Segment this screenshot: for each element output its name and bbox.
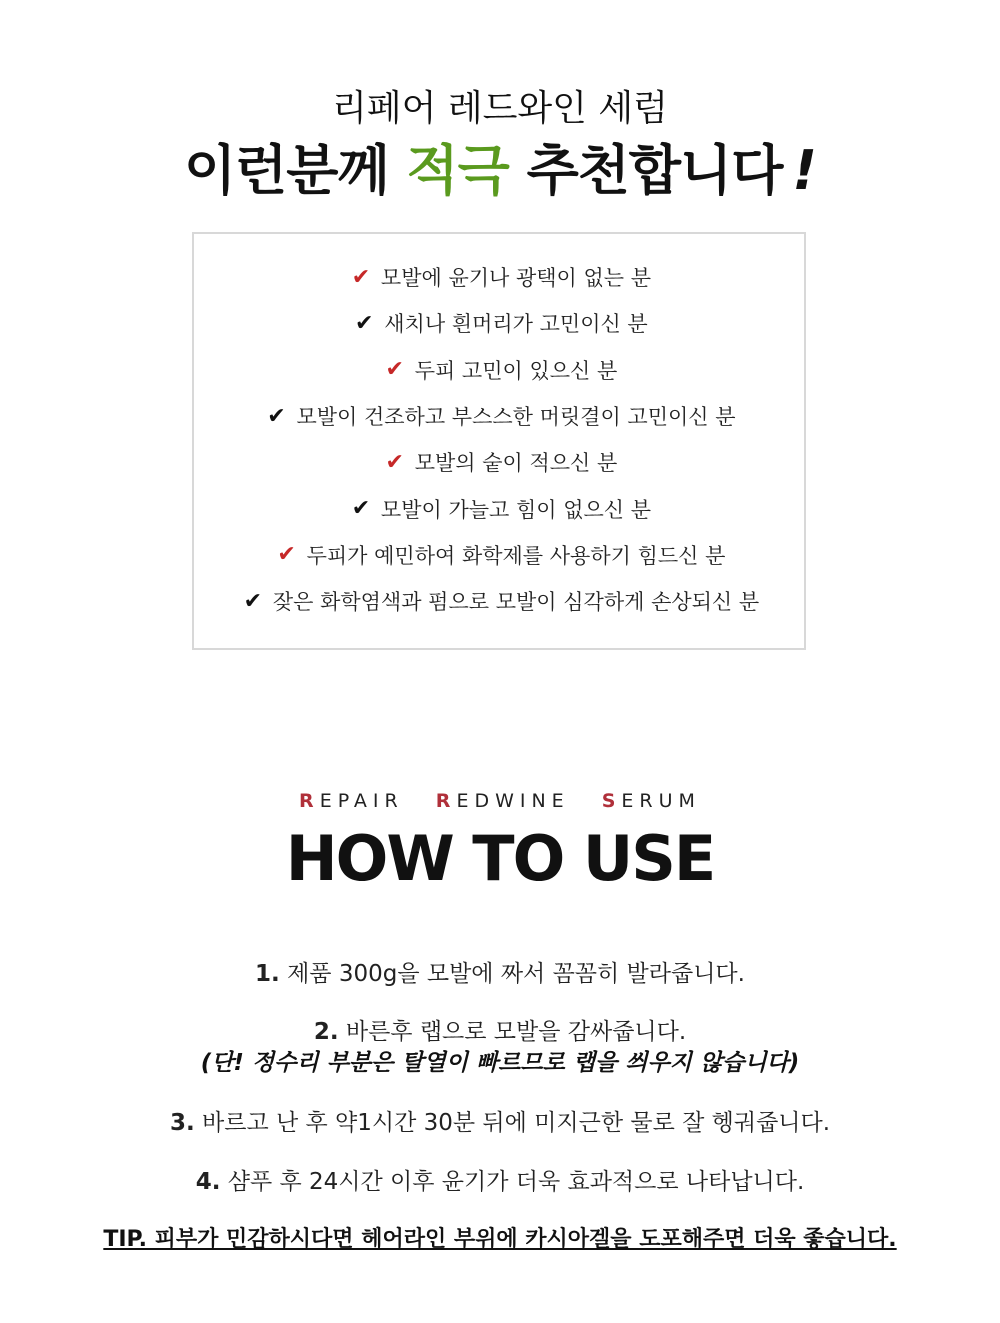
step-1	[0, 955, 1000, 988]
step-text: 바르고 난 후 약1시간 30분 뒤에 미지근한 물로 잘 헹궈줍니다.	[202, 1110, 831, 1136]
headline-post: 추천합니다	[526, 139, 783, 202]
list-item	[194, 485, 804, 531]
list-item	[194, 439, 804, 485]
check-icon: ✔	[267, 403, 286, 429]
step-number: 4.	[195, 1169, 221, 1195]
list-item-text: 모발이 가늘고 힘이 없으신 분	[380, 497, 652, 522]
howto-title: HOW TO USE	[285, 822, 715, 895]
brand-initial: R	[435, 790, 457, 812]
checklist	[194, 234, 804, 624]
check-icon: ✔	[277, 542, 296, 568]
recommend-box	[192, 232, 806, 650]
step-number: 1.	[255, 961, 280, 987]
list-item-text: 두피가 예민하여 화학제를 사용하기 힘드신 분	[306, 543, 726, 568]
list-item-text: 두피 고민이 있으신 분	[414, 358, 618, 383]
step-2	[0, 1013, 1000, 1046]
step-text: 샴푸 후 24시간 이후 윤기가 더욱 효과적으로 나타납니다.	[227, 1169, 805, 1195]
brand-word	[436, 790, 570, 812]
list-item	[194, 532, 804, 578]
headline	[0, 128, 1000, 205]
step-number: 3.	[169, 1110, 195, 1136]
brand-word	[602, 790, 701, 812]
headline-pre: 이런분께	[183, 139, 389, 202]
list-item	[194, 393, 804, 439]
step-3	[0, 1104, 1000, 1137]
headline-accent: 적극	[406, 139, 509, 202]
list-item	[194, 347, 804, 393]
list-item-text: 모발에 윤기나 광택이 없는 분	[380, 266, 652, 291]
list-item-text: 모발이 건조하고 부스스한 머릿결이 고민이신 분	[296, 405, 736, 430]
step-text: 바른후 랩으로 모발을 감싸줍니다.	[345, 1019, 687, 1045]
list-item	[194, 578, 804, 624]
list-item	[194, 300, 804, 346]
step-2-note: (단! 정수리 부분은 탈열이 빠르므로 랩을 씌우지 않습니다)	[200, 1050, 800, 1076]
check-icon: ✔	[351, 264, 371, 290]
step-number: 2.	[313, 1019, 339, 1045]
step-4	[0, 1163, 1000, 1196]
list-item-text: 새치나 흰머리가 고민이신 분	[384, 312, 648, 337]
check-icon: ✔	[243, 588, 263, 614]
brand-initial: S	[601, 790, 622, 812]
brand-rest: EPAIR	[319, 790, 404, 812]
list-item-text: 잦은 화학염색과 펌으로 모발이 심각하게 손상되신 분	[272, 590, 760, 615]
brand-rest: EDWINE	[456, 790, 570, 812]
brand-rest: ERUM	[621, 790, 701, 812]
check-icon: ✔	[351, 496, 371, 522]
tip-text: TIP. 피부가 민감하시다면 헤어라인 부위에 카시아겔을 도포해주면 더욱 좋습니다.	[103, 1227, 897, 1252]
list-item	[194, 254, 804, 300]
brand-line	[0, 790, 1000, 812]
check-icon: ✔	[385, 449, 404, 475]
brand-initial: R	[299, 790, 320, 812]
list-item-text: 모발의 숱이 적으신 분	[414, 451, 618, 476]
check-icon: ✔	[385, 357, 404, 383]
brand-word	[299, 790, 404, 812]
headline-mark: !	[792, 139, 817, 202]
check-icon: ✔	[355, 310, 374, 336]
subtitle: 리페어 레드와인 세럼	[332, 88, 668, 129]
step-text: 제품 300g을 모발에 짜서 꼼꼼히 발라줍니다.	[287, 961, 745, 987]
